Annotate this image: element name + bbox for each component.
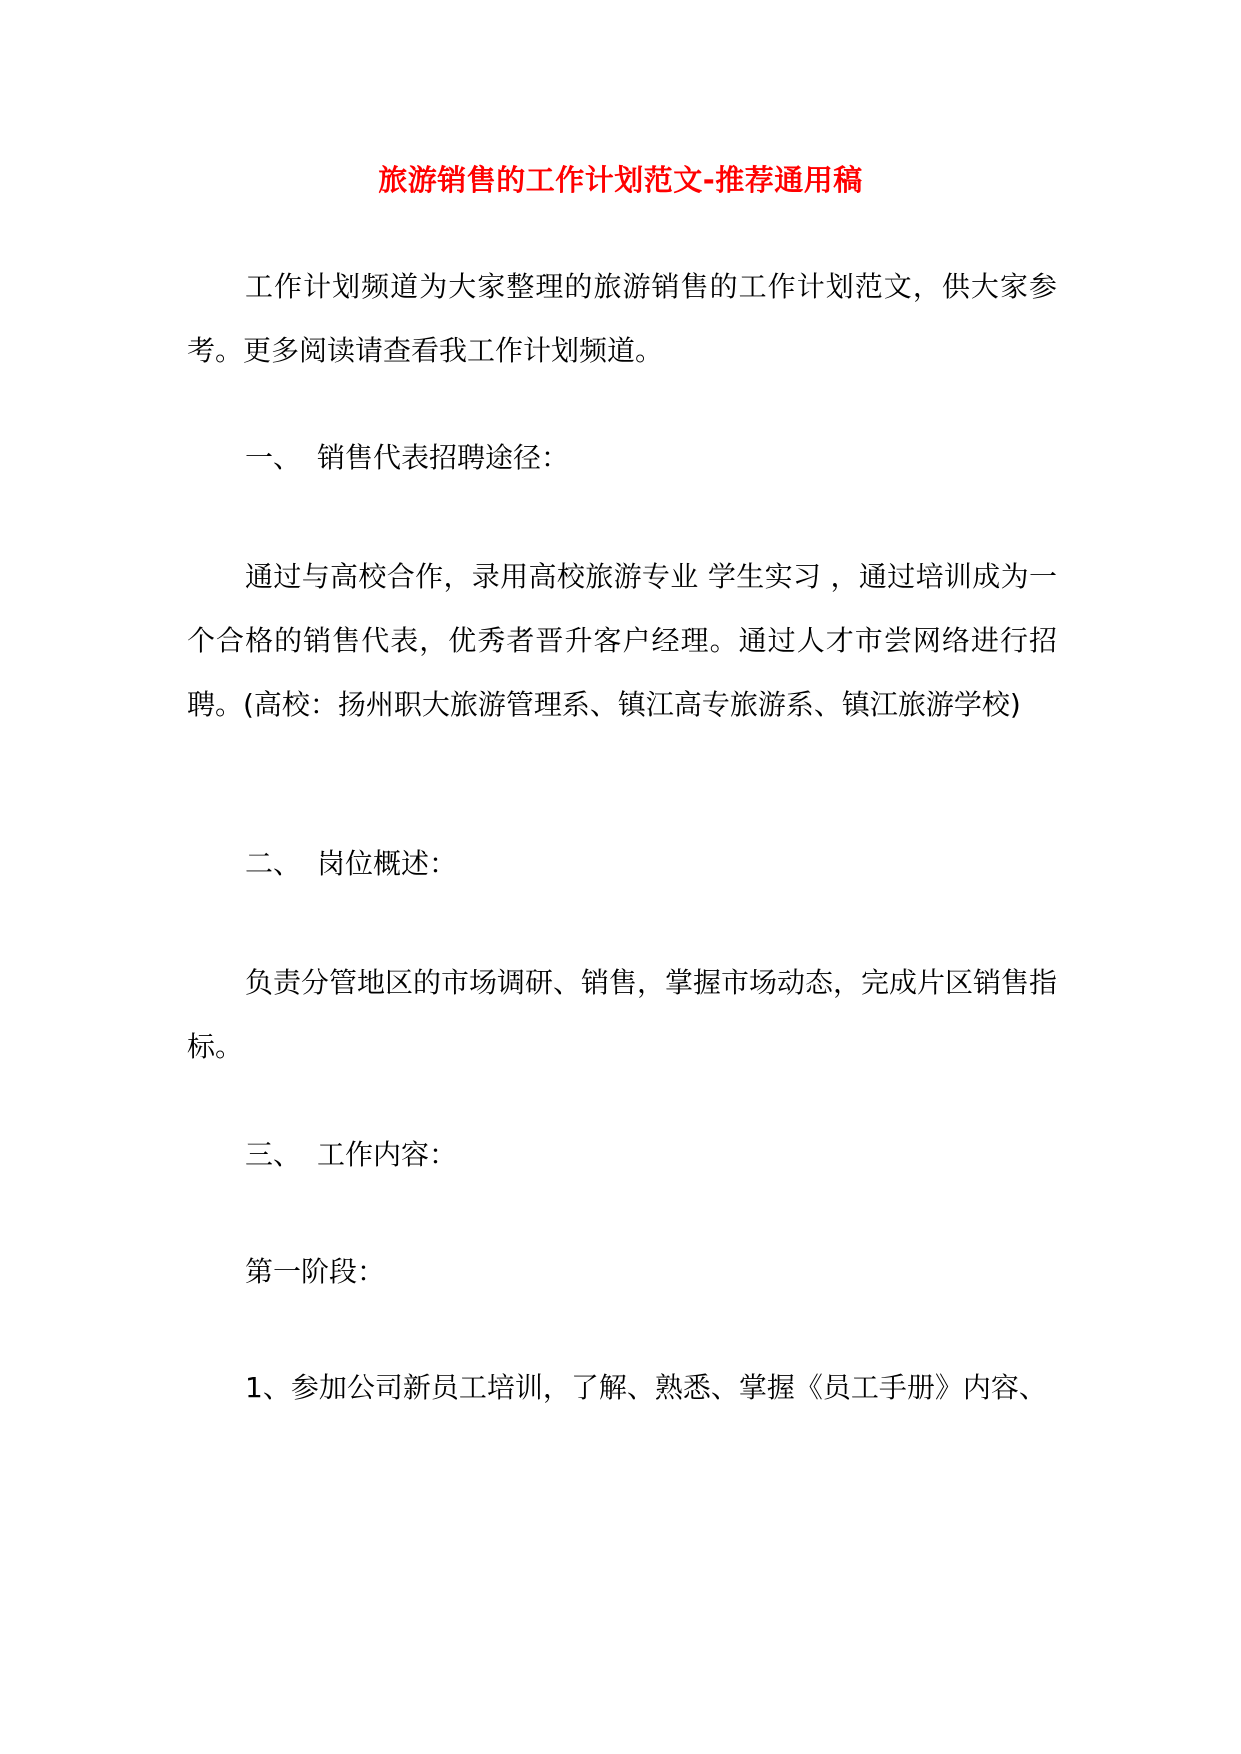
phase-1-heading: 第一阶段： [245, 1255, 386, 1288]
list-item-1: 1、参加公司新员工培训，了解、熟悉、掌握《员工手册》内容、 [245, 1371, 1047, 1404]
section-1-number: 一、 [245, 441, 302, 474]
section-1-heading [245, 438, 569, 478]
section-3-heading [245, 1135, 457, 1175]
section-2-title: 岗位概述： [317, 847, 458, 880]
section-1-body: 通过与高校合作，录用高校旅游专业 学生实习 ，通过培训成为一个合格的销售代表，优秀者晋升客户经理。通过人才市尝网络进行招聘。(高校：扬州职大旅游管理系、镇江高专旅游系、镇江旅游学校) [187, 560, 1057, 721]
section-3-number: 三、 [245, 1138, 302, 1171]
section-1-title: 销售代表招聘途径： [317, 441, 570, 474]
section-3-title: 工作内容： [317, 1138, 458, 1171]
document-title: 旅游销售的工作计划范文-推荐通用稿 [378, 163, 863, 197]
intro-paragraph: 工作计划频道为大家整理的旅游销售的工作计划范文，供大家参考。更多阅读请查看我工作计划频道。 [187, 270, 1057, 367]
section-2-body: 负责分管地区的市场调研、销售，掌握市场动态，完成片区销售指标。 [187, 966, 1058, 1063]
section-2-number: 二、 [245, 847, 302, 880]
section-2-heading [245, 844, 457, 884]
